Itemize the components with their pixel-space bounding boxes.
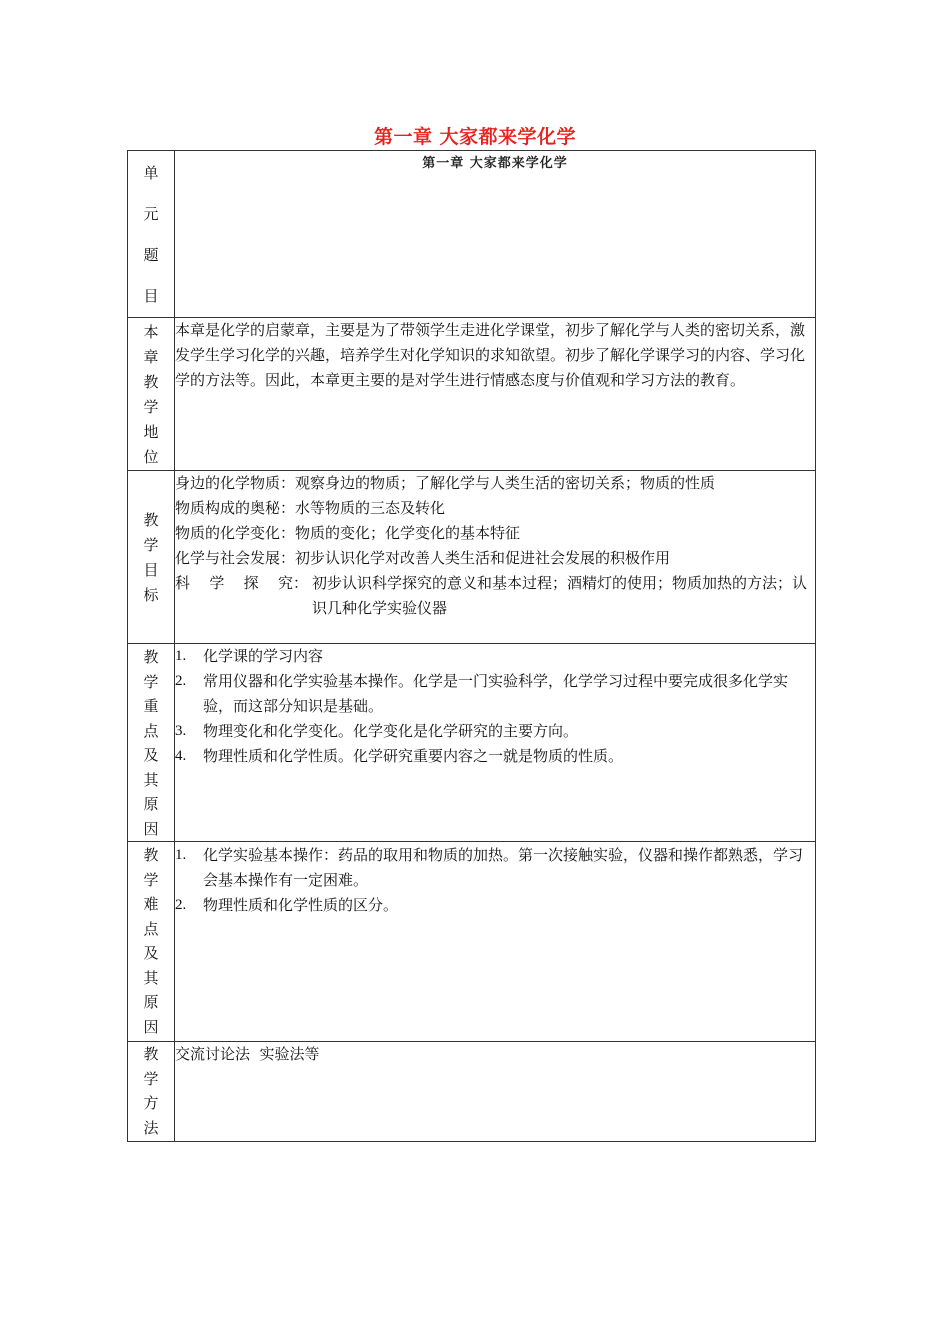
difficulties-list bbox=[175, 843, 815, 918]
row-label bbox=[128, 644, 175, 842]
item-text: 化学课的学习内容 bbox=[203, 647, 324, 665]
label-char: 章 bbox=[143, 348, 159, 366]
label-char: 学 bbox=[143, 1069, 159, 1088]
list-item bbox=[175, 669, 815, 719]
item-number: 4. bbox=[175, 748, 187, 764]
list-item bbox=[175, 744, 815, 769]
row-chapter-position bbox=[128, 318, 816, 471]
row-key-points bbox=[128, 644, 816, 842]
item-number: 3. bbox=[175, 723, 187, 739]
label-char: 及 bbox=[143, 746, 159, 764]
goal-value: 观察身边的物质；了解化学与人类生活的密切关系；物质的性质 bbox=[295, 474, 716, 492]
label-char: 教 bbox=[143, 846, 159, 864]
row-label bbox=[128, 842, 175, 1042]
row-label bbox=[128, 151, 175, 318]
label-char: 点 bbox=[143, 919, 159, 938]
label-char: 因 bbox=[143, 819, 159, 838]
row-teaching-goals bbox=[128, 471, 816, 644]
unit-sub-title: 第一章 大家都来学化学 bbox=[422, 156, 568, 171]
key-points-cell bbox=[175, 644, 816, 842]
label-char: 题 bbox=[143, 246, 159, 264]
row-unit-title bbox=[128, 151, 816, 318]
label-char: 及 bbox=[143, 944, 159, 962]
goal-key: 身边的化学物质： bbox=[175, 474, 296, 492]
label-char: 本 bbox=[143, 323, 159, 341]
goal-key-char: 究： bbox=[277, 574, 308, 592]
goal-key-char: 学 bbox=[209, 574, 225, 592]
label-char: 原 bbox=[143, 993, 159, 1011]
label-char: 点 bbox=[143, 721, 159, 740]
page-title: 第一章 大家都来学化学 bbox=[373, 126, 577, 148]
list-item bbox=[175, 893, 815, 918]
item-text: 物理性质和化学性质的区分。 bbox=[203, 896, 399, 914]
goal-key-char: 探 bbox=[243, 574, 259, 592]
chapter-position-text: 本章是化学的启蒙章，主要是为了带领学生走进化学课堂，初步了解化学与人类的密切关系，激发学生学习化学的兴趣，培养学生对化学知识的求知欲望。初步了解化学课学习的内容、学习化学的方法等。因此，本章更主要的是对学生进行情感态度与价值观和学习方法的教育。 bbox=[175, 318, 816, 471]
item-text: 物理变化和化学变化。化学变化是化学研究的主要方向。 bbox=[203, 722, 579, 740]
label-char: 学 bbox=[143, 870, 159, 889]
teaching-goals-cell bbox=[175, 471, 816, 644]
label-char: 方 bbox=[143, 1094, 159, 1112]
label-char: 教 bbox=[143, 511, 159, 529]
row-label bbox=[128, 1042, 175, 1142]
goal-item bbox=[175, 496, 815, 521]
label-char: 难 bbox=[143, 895, 159, 913]
label-char: 法 bbox=[143, 1118, 159, 1137]
item-text: 物理性质和化学性质。化学研究重要内容之一就是物质的性质。 bbox=[203, 747, 624, 765]
goal-key-char: 科 bbox=[175, 574, 191, 592]
label-char: 学 bbox=[143, 398, 159, 416]
teaching-method-text: 交流讨论法 实验法等 bbox=[175, 1042, 816, 1142]
label-char: 学 bbox=[143, 536, 159, 554]
item-number: 1. bbox=[175, 648, 187, 664]
row-difficulties bbox=[128, 842, 816, 1042]
goal-item bbox=[175, 571, 815, 621]
unit-title-cell bbox=[175, 151, 816, 318]
goal-value: 水等物质的三态及转化 bbox=[295, 499, 446, 517]
goal-key bbox=[175, 571, 312, 621]
goal-key: 化学与社会发展： bbox=[175, 549, 296, 567]
label-char: 因 bbox=[143, 1017, 159, 1036]
key-points-list bbox=[175, 644, 815, 769]
label-char: 目 bbox=[143, 561, 159, 579]
list-item bbox=[175, 644, 815, 669]
label-char: 地 bbox=[143, 423, 159, 441]
label-char: 原 bbox=[143, 795, 159, 813]
label-char: 教 bbox=[143, 648, 159, 666]
item-number: 1. bbox=[175, 847, 187, 863]
row-label bbox=[128, 318, 175, 471]
item-text: 化学实验基本操作：药品的取用和物质的加热。第一次接触实验，仪器和操作都熟悉，学习会基本操作有一定困难。 bbox=[203, 846, 804, 889]
label-char: 位 bbox=[143, 448, 159, 466]
goal-item bbox=[175, 546, 815, 571]
label-char: 教 bbox=[143, 373, 159, 391]
difficulties-cell bbox=[175, 842, 816, 1042]
list-item bbox=[175, 719, 815, 744]
label-char: 其 bbox=[143, 968, 159, 987]
goal-value: 初步认识化学对改善人类生活和促进社会发展的积极作用 bbox=[295, 549, 671, 567]
item-text: 常用仪器和化学实验基本操作。化学是一门实验科学，化学学习过程中要完成很多化学实验，而这部分知识是基础。 bbox=[203, 672, 789, 715]
label-char: 标 bbox=[143, 586, 159, 604]
item-number: 2. bbox=[175, 673, 187, 689]
label-char: 教 bbox=[143, 1045, 159, 1063]
label-char: 学 bbox=[143, 672, 159, 691]
label-char: 重 bbox=[143, 697, 159, 715]
item-number: 2. bbox=[175, 897, 187, 913]
list-item bbox=[175, 843, 815, 893]
row-label bbox=[128, 471, 175, 644]
label-char: 单 bbox=[143, 164, 159, 182]
goal-value: 物质的变化；化学变化的基本特征 bbox=[295, 524, 521, 542]
goal-key: 物质构成的奥秘： bbox=[175, 499, 296, 517]
goal-key: 物质的化学变化： bbox=[175, 524, 296, 542]
row-teaching-method bbox=[128, 1042, 816, 1142]
label-char: 元 bbox=[143, 205, 159, 223]
goal-item bbox=[175, 521, 815, 546]
label-char: 目 bbox=[143, 287, 159, 305]
goal-item bbox=[175, 471, 815, 496]
goal-value: 初步认识科学探究的意义和基本过程；酒精灯的使用；物质加热的方法；认识几种化学实验仪器 bbox=[312, 574, 808, 617]
lesson-plan-table bbox=[127, 150, 816, 1142]
label-char: 其 bbox=[143, 770, 159, 789]
